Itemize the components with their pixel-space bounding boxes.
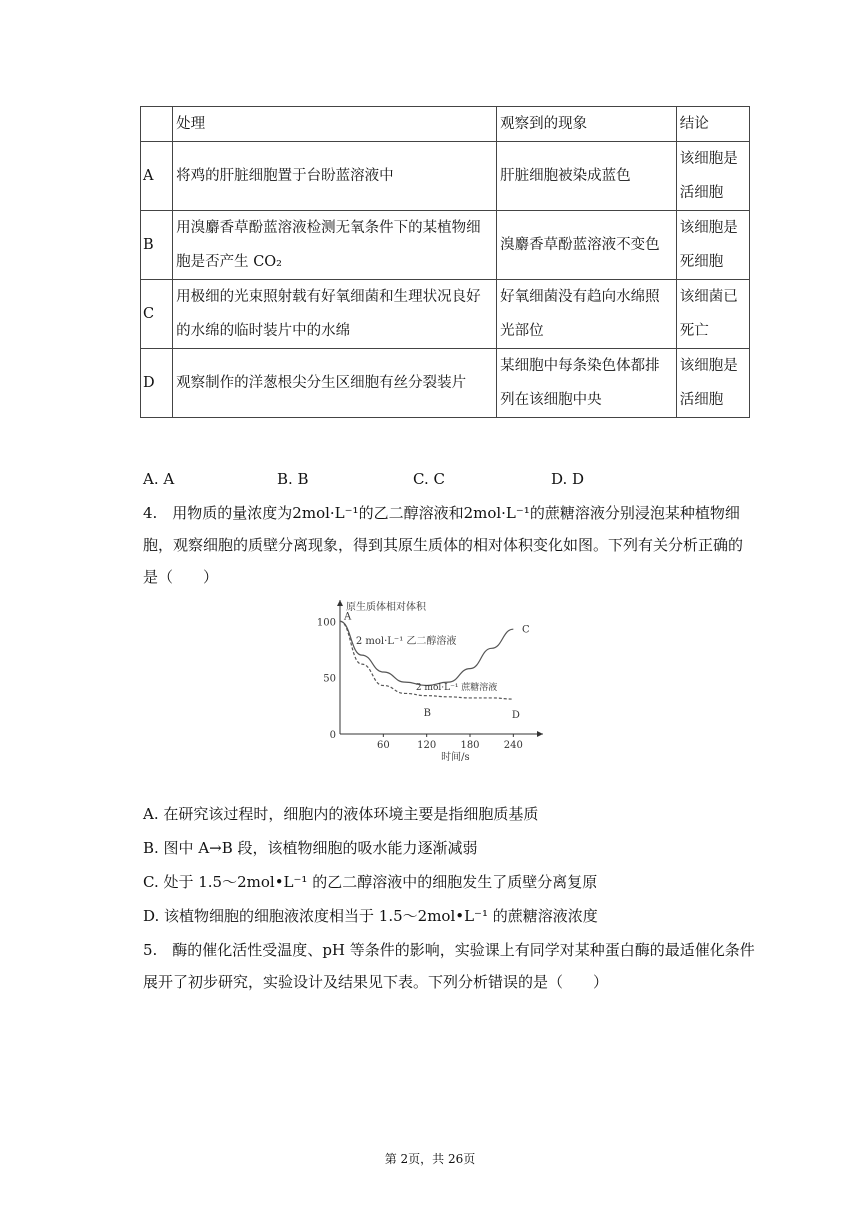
table-cell-observation: 好氧细菌没有趋向水绵照光部位 (497, 280, 677, 349)
x-tick-label: 240 (503, 740, 523, 751)
y-tick-label: 50 (323, 673, 336, 685)
table-cell-process: 将鸡的肝脏细胞置于台盼蓝溶液中 (173, 142, 497, 211)
x-tick-label: 120 (417, 740, 437, 751)
table-cell-process: 用极细的光束照射载有好氧细菌和生理状况良好的水绵的临时装片中的水绵 (173, 280, 497, 349)
q3-option-c: C. C (413, 470, 445, 488)
q4-option-c: C. 处于 1.5～2mol•L⁻¹ 的乙二醇溶液中的细胞发生了质壁分离复原 (143, 873, 598, 891)
x-tick-label: 60 (376, 740, 390, 751)
table-row (141, 349, 750, 418)
q3-option-a: A. A (143, 470, 175, 488)
table-cell-observation: 溴麝香草酚蓝溶液不变色 (497, 211, 677, 280)
q4-figure-chart (300, 592, 560, 767)
experiment-table (140, 106, 750, 418)
table-cell-label: D (141, 349, 173, 418)
point-label-d: D (511, 710, 520, 722)
table-cell-label: C (141, 280, 173, 349)
table-cell-observation: 肝脏细胞被染成蓝色 (497, 142, 677, 211)
table-row (141, 280, 750, 349)
point-label-b: B (423, 707, 432, 719)
y-axis-title: 原生质体相对体积 (346, 602, 426, 613)
q4-option-d: D. 该植物细胞的细胞液浓度相当于 1.5～2mol•L⁻¹ 的蔗糖溶液浓度 (143, 907, 598, 925)
table-cell-conclusion: 该细胞是活细胞 (676, 142, 749, 211)
table-cell-label: A (141, 142, 173, 211)
table-row (141, 142, 750, 211)
table-cell-process: 观察制作的洋葱根尖分生区细胞有丝分裂装片 (173, 349, 497, 418)
q5-stem: 5. 酶的催化活性受温度、pH 等条件的影响，实验课上有同学对某种蛋白酶的最适催化条件展开了初步研究，实验设计及结果见下表。下列分析错误的是（ ） (143, 941, 755, 991)
table-cell-process: 用溴麝香草酚蓝溶液检测无氧条件下的某植物细胞是否产生 CO₂ (173, 211, 497, 280)
x-tick-label: 180 (460, 740, 480, 751)
point-label-c: C (522, 624, 530, 636)
table-header-cell (141, 107, 173, 142)
table-header-cell: 处理 (173, 107, 497, 142)
table-row (141, 211, 750, 280)
table-cell-label: B (141, 211, 173, 280)
y-axis-arrow (337, 600, 343, 606)
chart-labels (317, 600, 530, 763)
y-tick-label: 100 (316, 617, 336, 629)
x-axis-title: 时间/s (441, 752, 470, 763)
series-line-0 (340, 621, 513, 685)
series-label-ethylene-glycol: 2 mol·L⁻¹ 乙二醇溶液 (355, 635, 457, 647)
table-cell-conclusion: 该细胞是死细胞 (676, 211, 749, 280)
q4-option-b: B. 图中 A→B 段，该植物细胞的吸水能力逐渐减弱 (143, 839, 478, 857)
table-cell-conclusion: 该细菌已死亡 (676, 280, 749, 349)
table-header-cell: 观察到的现象 (497, 107, 677, 142)
q3-option-d: D. D (551, 470, 585, 488)
q3-option-b: B. B (277, 470, 309, 488)
table-header-row (141, 107, 750, 142)
table-cell-conclusion: 该细胞是活细胞 (676, 349, 749, 418)
page-footer: 第 2页，共 26页 (384, 1152, 476, 1166)
q4-option-a: A. 在研究该过程时，细胞内的液体环境主要是指细胞质基质 (143, 805, 539, 823)
y-tick-label: 0 (329, 730, 336, 741)
table-cell-observation: 某细胞中每条染色体都排列在该细胞中央 (497, 349, 677, 418)
table-header-cell: 结论 (676, 107, 749, 142)
series-label-sucrose: 2 mol·L⁻¹ 蔗糖溶液 (415, 683, 498, 694)
point-label-a: A (344, 611, 352, 623)
x-axis-arrow (537, 731, 543, 737)
q4-stem: 4. 用物质的量浓度为2mol·L⁻¹的乙二醇溶液和2mol·L⁻¹的蔗糖溶液分别浸泡某种植物细胞，观察细胞的质壁分离现象，得到其原生质体的相对体积变化如图。下列有关分析正确的是（ ） (143, 504, 744, 586)
